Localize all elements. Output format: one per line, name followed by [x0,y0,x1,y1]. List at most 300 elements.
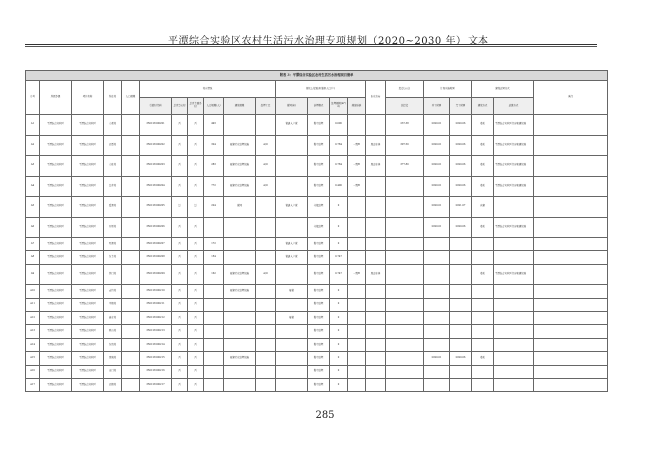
cell-mode: 集中处理 [308,365,330,378]
cell-cap: 0 [330,338,348,351]
cell-start: 2020.01 [424,352,450,365]
cell-pop [122,365,140,378]
cell-pipe [276,379,308,392]
cell-note [534,312,608,325]
cell-hollow: 否 [172,379,188,392]
cell-no: A14 [26,338,40,351]
cell-outlet [366,238,386,251]
column-header: 序号 [26,81,40,115]
cell-people [204,312,224,325]
cell-beauty: 否 [188,251,204,264]
cell-process [256,338,276,351]
cell-pop [122,298,140,311]
cell-pipe [276,264,308,285]
cell-scale [224,217,256,238]
group-header: 计划实施时间 [424,81,472,98]
cell-mode: 集中处理 [308,251,330,264]
cell-cap: 0.747 [330,251,348,264]
cell-build [472,338,494,351]
cell-code: 350128100215 [140,352,172,365]
cell-ops [494,298,534,311]
cell-note [534,135,608,156]
column-header: 所属乡镇 [40,81,72,115]
cell-cap: 0 [330,312,348,325]
cell-beauty: 否 [188,115,204,136]
cell-no: A5 [26,197,40,218]
cell-no: A2 [26,135,40,156]
cell-pop [122,379,140,392]
cell-scale: 新建污水处理设施 [224,264,256,285]
cell-scale: 新建污水处理设施 [224,156,256,177]
cell-mode: 分散处理 [308,217,330,238]
cell-outlet [366,285,386,298]
cell-process: A/O [256,135,276,156]
table-row [26,251,608,264]
cell-build: 委托 [472,264,494,285]
cell-beauty: 否 [188,285,204,298]
cell-hollow: 否 [172,135,188,156]
cell-scale [224,251,256,264]
table-row [26,338,608,351]
cell-start: 2020.01 [424,176,450,197]
cell-end: 2020.06 [450,176,472,197]
table-row [26,197,608,218]
cell-village: 北厝村 [104,135,122,156]
column-header: 管网(米) [276,98,308,115]
cell-build: 委托 [472,352,494,365]
cell-outlet [366,312,386,325]
cell-pipe [276,365,308,378]
cell-end: 2020.06 [450,352,472,365]
cell-cap: 0 [330,379,348,392]
table-row [26,298,608,311]
cell-beauty: 否 [188,352,204,365]
cell-village: 白青村 [104,176,122,197]
cell-end: 2020.06 [450,115,472,136]
cell-pipe [276,156,308,177]
cell-project: 平潭综合实验区 [72,176,104,197]
cell-end [450,264,472,285]
cell-hollow: 否 [172,217,188,238]
cell-invest: 237.38 [386,115,424,136]
cell-end [450,238,472,251]
cell-project: 平潭综合实验区 [72,285,104,298]
cell-build: 委托 [472,156,494,177]
cell-no: A4 [26,176,40,197]
column-header: 备注 [534,81,608,115]
cell-code: 350128100208 [140,251,172,264]
cell-pop [122,251,140,264]
cell-cap: 0 [330,365,348,378]
cell-end: 2021.07 [450,197,472,218]
cell-outlet [366,217,386,238]
table-row [26,312,608,325]
cell-process: A/O [256,156,276,177]
cell-code: 350128100214 [140,338,172,351]
cell-process [256,352,276,365]
cell-start [424,325,450,338]
cell-people [204,365,224,378]
cell-beauty: 否 [188,338,204,351]
cell-ops [494,338,534,351]
cell-beauty: 否 [188,379,204,392]
document-section-label: 文本 [468,36,488,47]
cell-note [534,217,608,238]
cell-ops: 平潭综合实验区住房和建设局 [494,176,534,197]
cell-start [424,238,450,251]
table-row [26,352,608,365]
cell-project: 平潭综合实验区 [72,238,104,251]
cell-people [204,298,224,311]
cell-invest [386,264,424,285]
cell-note [534,285,608,298]
cell-scale [224,115,256,136]
column-header: 完工时间 [450,98,472,115]
column-header: 行政村代码 [140,98,172,115]
column-header: 总投资 [386,98,424,115]
cell-no: A16 [26,365,40,378]
cell-note [534,156,608,177]
cell-village: 北楼村 [104,379,122,392]
cell-village: 山门村 [104,365,122,378]
cell-build: 委托 [472,217,494,238]
cell-hollow: 否 [172,312,188,325]
cell-project: 平潭综合实验区 [72,325,104,338]
cell-ops: 平潭综合实验区住房和建设局 [494,264,534,285]
cell-code: 350128100206 [140,217,172,238]
cell-beauty: 是 [188,197,204,218]
cell-scale [224,338,256,351]
header-rule-thin [25,46,597,47]
cell-start: 2020.01 [424,197,450,218]
cell-invest [386,251,424,264]
cell-pop [122,325,140,338]
cell-beauty: 否 [188,298,204,311]
cell-pop [122,338,140,351]
table-row [26,325,608,338]
cell-process: A/O [256,176,276,197]
cell-build: 委托 [472,115,494,136]
cell-pipe [276,135,308,156]
header-rule [25,44,597,45]
column-header: 处理规模(m³/d) [330,98,348,115]
cell-ops [494,285,534,298]
cell-code: 350128100202 [140,135,172,156]
cell-cap: 0 [330,285,348,298]
cell-town: 平潭综合实验区 [40,176,72,197]
cell-project: 平潭综合实验区 [72,312,104,325]
cell-pop [122,285,140,298]
cell-pipe [276,352,308,365]
cell-cap: 0 [330,238,348,251]
cell-std [348,285,366,298]
group-header: 投资(万元) [386,81,424,98]
cell-code: 350128100211 [140,298,172,311]
cell-people [204,379,224,392]
cell-hollow: 否 [172,176,188,197]
cell-end: 2020.06 [450,217,472,238]
cell-note [534,115,608,136]
cell-build [472,379,494,392]
cell-process [256,115,276,136]
cell-note [534,325,608,338]
cell-code: 350128100216 [140,365,172,378]
column-header: 人口规模(人) [204,98,224,115]
cell-cap: 0 [330,352,348,365]
cell-code: 350128100204 [140,176,172,197]
cell-project: 平潭综合实验区 [72,352,104,365]
cell-end [450,379,472,392]
cell-build [472,298,494,311]
cell-pop [122,115,140,136]
cell-pipe: 接管 [276,312,308,325]
cell-village: 芬尾村 [104,217,122,238]
cell-build: 委托 [472,135,494,156]
column-header: 是否美丽乡村 [188,98,204,115]
column-header: 建设规模 [224,98,256,115]
cell-std: 一级B [348,176,366,197]
cell-code: 350128100217 [140,379,172,392]
cell-start [424,264,450,285]
table-row [26,238,608,251]
cell-hollow: 否 [172,156,188,177]
cell-end: 2020.06 [450,135,472,156]
cell-process [256,217,276,238]
cell-process [256,298,276,311]
cell-town: 平潭综合实验区 [40,197,72,218]
cell-town: 平潭综合实验区 [40,365,72,378]
cell-std [348,379,366,392]
cell-town: 平潭综合实验区 [40,135,72,156]
cell-invest [386,238,424,251]
project-list-table [25,70,608,392]
cell-people: 162 [204,264,224,285]
cell-town: 平潭综合实验区 [40,156,72,177]
cell-town: 平潭综合实验区 [40,379,72,392]
cell-village: 大观村 [104,115,122,136]
cell-hollow: 否 [172,115,188,136]
cell-town: 平潭综合实验区 [40,312,72,325]
table-row [26,176,608,197]
cell-ops [494,352,534,365]
cell-process: A/O [256,264,276,285]
cell-village: 岚城村 [104,352,122,365]
cell-pipe [276,325,308,338]
table-row [26,135,608,156]
cell-no: A15 [26,352,40,365]
cell-cap: 0.747 [330,264,348,285]
cell-std [348,217,366,238]
cell-village: 钟门村 [104,264,122,285]
cell-town: 平潭综合实验区 [40,338,72,351]
cell-note [534,379,608,392]
group-header: 现状上报需求(服务人口/户) [276,81,366,98]
cell-town: 平潭综合实验区 [40,217,72,238]
cell-project: 平潭综合实验区 [72,217,104,238]
cell-code: 350128100203 [140,156,172,177]
cell-people: 324 [204,135,224,156]
cell-invest [386,176,424,197]
cell-cap: 0.006 [330,115,348,136]
column-header: 是否空心村 [172,98,188,115]
cell-town: 平潭综合实验区 [40,325,72,338]
cell-ops: 平潭综合实验区住房和建设局 [494,135,534,156]
cell-ops [494,312,534,325]
cell-outlet [366,251,386,264]
cell-no: A13 [26,325,40,338]
cell-start [424,338,450,351]
cell-pipe [276,338,308,351]
cell-std [348,325,366,338]
cell-scale: 新建污水处理设施 [224,135,256,156]
cell-outlet [366,379,386,392]
cell-people: 283 [204,156,224,177]
cell-start: 2020.01 [424,115,450,136]
cell-note [534,365,608,378]
cell-note [534,176,608,197]
cell-build [472,285,494,298]
cell-note [534,264,608,285]
cell-mode: 集中处理 [308,156,330,177]
cell-mode: 分散处理 [308,197,330,218]
cell-invest [386,379,424,392]
cell-village: 看澳村 [104,197,122,218]
cell-hollow: 否 [172,298,188,311]
cell-people: 772 [204,176,224,197]
cell-note [534,338,608,351]
cell-pop [122,156,140,177]
cell-invest [386,338,424,351]
cell-people: 172 [204,238,224,251]
cell-start: 2020.01 [424,217,450,238]
cell-build [472,238,494,251]
cell-people [204,285,224,298]
cell-invest [386,217,424,238]
cell-people [204,338,224,351]
cell-scale [224,365,256,378]
cell-mode: 集中处理 [308,298,330,311]
cell-scale: 新建污水处理设施 [224,176,256,197]
cell-mode: 集中处理 [308,238,330,251]
cell-village: 苏澳村 [104,238,122,251]
cell-pipe: 管道入户管 [276,238,308,251]
cell-std [348,115,366,136]
cell-mode: 集中处理 [308,115,330,136]
cell-mode: 集中处理 [308,176,330,197]
cell-end [450,325,472,338]
cell-no: A7 [26,238,40,251]
cell-invest [386,352,424,365]
cell-beauty: 否 [188,325,204,338]
cell-no: A1 [26,115,40,136]
cell-beauty: 否 [188,264,204,285]
cell-cap: 0 [330,325,348,338]
cell-hollow: 否 [172,325,188,338]
cell-code: 350128100210 [140,285,172,298]
cell-hollow: 否 [172,238,188,251]
cell-pipe [276,217,308,238]
cell-mode: 集中处理 [308,285,330,298]
cell-village: 中楼村 [104,298,122,311]
cell-no: A9 [26,264,40,285]
cell-cap: 0 [330,197,348,218]
cell-code: 350128100201 [140,115,172,136]
cell-ops: 平潭综合实验区住房和建设局 [494,156,534,177]
cell-invest: 377.80 [386,156,424,177]
cell-town: 平潭综合实验区 [40,115,72,136]
cell-project: 平潭综合实验区 [72,379,104,392]
cell-scale [224,325,256,338]
cell-town: 平潭综合实验区 [40,298,72,311]
column-header: 人口规模 [122,81,140,115]
cell-invest [386,365,424,378]
cell-build: 委托 [472,176,494,197]
cell-std [348,251,366,264]
cell-pop [122,176,140,197]
cell-ops [494,325,534,338]
cell-process [256,379,276,392]
cell-invest: 397.50 [386,135,424,156]
cell-start [424,298,450,311]
cell-beauty: 否 [188,217,204,238]
cell-outlet: 周边水体 [366,135,386,156]
cell-code: 350128100209 [140,264,172,285]
cell-std: 一级B [348,156,366,177]
cell-start [424,251,450,264]
cell-no: A10 [26,285,40,298]
cell-start [424,285,450,298]
column-header: 运维方式 [494,98,534,115]
cell-ops [494,197,534,218]
cell-note [534,352,608,365]
cell-code: 350128100205 [140,197,172,218]
cell-outlet [366,176,386,197]
cell-invest [386,197,424,218]
cell-hollow: 否 [172,365,188,378]
cell-no: A6 [26,217,40,238]
cell-scale: 管网 [224,197,256,218]
cell-pop [122,217,140,238]
cell-start [424,379,450,392]
cell-process [256,238,276,251]
cell-code: 350128100212 [140,312,172,325]
cell-process [256,365,276,378]
table-row [26,264,608,285]
cell-pipe: 管道入户管 [276,197,308,218]
document-header-title: 平潭综合实验区农村生活污水治理专项规划（2020~2030 年） [168,36,467,47]
cell-project: 平潭综合实验区 [72,135,104,156]
cell-outlet [366,338,386,351]
cell-end [450,298,472,311]
cell-no: A11 [26,298,40,311]
cell-project: 平潭综合实验区 [72,365,104,378]
cell-people [204,217,224,238]
cell-std [348,338,366,351]
cell-project: 平潭综合实验区 [72,264,104,285]
cell-mode: 集中处理 [308,135,330,156]
cell-project: 平潭综合实验区 [72,338,104,351]
cell-beauty: 否 [188,135,204,156]
cell-outlet [366,197,386,218]
cell-pipe: 管道入户管 [276,115,308,136]
cell-build: 自建 [472,197,494,218]
table-row [26,379,608,392]
cell-end [450,251,472,264]
column-header: 开工时间 [424,98,450,115]
cell-start: 2020.01 [424,135,450,156]
cell-scale: 新建污水处理设施 [224,352,256,365]
table-row [26,285,608,298]
